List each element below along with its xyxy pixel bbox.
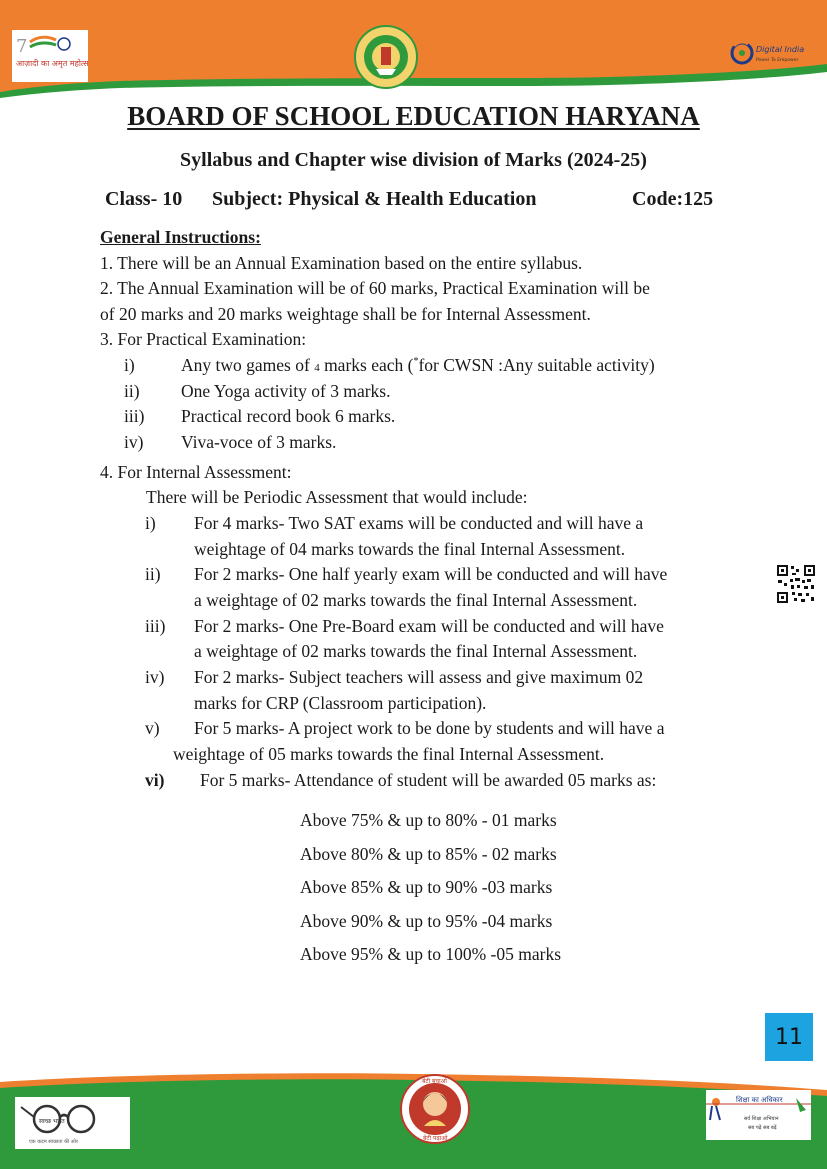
haryana-board-emblem <box>354 25 418 89</box>
practical-item-games <box>181 357 655 375</box>
internal-item-line: weightage of 05 marks towards the final Internal Assessment. <box>173 744 605 764</box>
practical-text: marks each ( <box>319 355 414 375</box>
instruction-3: 3. For Practical Examination: <box>100 329 307 349</box>
sarva-shiksha-abhiyan-logo <box>706 1090 811 1140</box>
internal-item-line: For 2 marks- Subject teachers will assess and give maximum 02 <box>194 667 644 687</box>
attendance-slab: Above 75% & up to 80% - 01 marks <box>300 810 557 830</box>
practical-item-viva: Viva-voce of 3 marks. <box>181 432 337 452</box>
internal-item-line: For 4 marks- Two SAT exams will be conducted and will have a <box>194 513 644 533</box>
digital-india-logo <box>728 36 808 70</box>
attendance-slab: Above 85% & up to 90% -03 marks <box>300 877 553 897</box>
swachh-bharat-text: स्वच्छ भारत <box>39 1118 65 1125</box>
rte-line2-text: सब पढ़ें सब बढ़ें <box>748 1125 777 1131</box>
practical-text: Any two games of <box>181 355 315 375</box>
digital-india-subtext: Power To Empower <box>756 58 799 63</box>
attendance-slab: Above 90% & up to 95% -04 marks <box>300 911 553 931</box>
practical-item-record: Practical record book 6 marks. <box>181 406 396 426</box>
internal-num: v) <box>145 718 160 738</box>
internal-item-line: marks for CRP (Classroom participation). <box>194 693 487 713</box>
internal-num: vi) <box>145 770 165 790</box>
practical-num: iv) <box>124 432 144 452</box>
swachh-bharat-logo <box>15 1097 130 1149</box>
practical-num: i) <box>124 355 135 375</box>
class-label: Class- 10 <box>105 188 183 210</box>
subject-label: Subject: Physical & Health Education <box>212 188 537 210</box>
svg-text:7: 7 <box>16 36 28 57</box>
qr-code[interactable] <box>776 564 816 604</box>
internal-item-line: For 5 marks- Attendance of student will be awarded 05 marks as: <box>200 770 657 790</box>
internal-item-line: For 2 marks- One Pre-Board exam will be conducted and will have <box>194 616 664 636</box>
beti-padhao-text: बेटी पढ़ाओ <box>423 1135 448 1142</box>
internal-num: ii) <box>145 564 161 584</box>
swachh-bharat-subtext: एक कदम स्वच्छता की ओर <box>29 1139 78 1145</box>
internal-item-line: weightage of 04 marks towards the final Internal Assessment. <box>194 539 626 559</box>
practical-num: iii) <box>124 406 145 426</box>
practical-num: ii) <box>124 381 140 401</box>
azadi-logo-text: आज़ादी का अमृत महोत्सव <box>16 59 88 68</box>
instruction-2-line2: of 20 marks and 20 marks weightage shall be for Internal Assessment. <box>100 304 591 324</box>
instruction-2-line1: 2. The Annual Examination will be of 60 marks, Practical Examination will be <box>100 278 650 298</box>
internal-num: i) <box>145 513 156 533</box>
internal-num: iii) <box>145 616 166 636</box>
practical-item-yoga: One Yoga activity of 3 marks. <box>181 381 391 401</box>
rte-line1-text: सर्व शिक्षा अभियान <box>744 1116 779 1122</box>
page-number: 11 <box>765 1013 813 1061</box>
beti-bachao-beti-padhao-logo <box>400 1074 470 1144</box>
internal-num: iv) <box>145 667 165 687</box>
attendance-slab: Above 95% & up to 100% -05 marks <box>300 944 562 964</box>
digital-india-text: Digital India <box>756 45 805 54</box>
board-title: BOARD OF SCHOOL EDUCATION HARYANA <box>127 101 700 131</box>
internal-item-line: For 2 marks- One half yearly exam will be conducted and will have <box>194 564 668 584</box>
azadi-ka-amrit-mahotsav-logo <box>12 30 88 82</box>
practical-asterisk: * <box>413 356 419 368</box>
periodic-intro: There will be Periodic Assessment that would include: <box>146 487 528 507</box>
internal-item-line: a weightage of 02 marks towards the final Internal Assessment. <box>194 641 638 661</box>
rte-title-text: शिक्षा का अधिकार <box>736 1096 783 1104</box>
internal-item-line: For 5 marks- A project work to be done by students and will have a <box>194 718 665 738</box>
internal-item-line: a weightage of 02 marks towards the final Internal Assessment. <box>194 590 638 610</box>
instruction-4: 4. For Internal Assessment: <box>100 462 292 482</box>
beti-bachao-text: बेटी बचाओ <box>422 1078 447 1085</box>
syllabus-title: Syllabus and Chapter wise division of Marks (2024-25) <box>180 149 647 171</box>
practical-small-number: 4 <box>314 362 320 374</box>
code-label: Code:125 <box>632 188 714 210</box>
attendance-slab: Above 80% & up to 85% - 02 marks <box>300 844 557 864</box>
practical-text: for CWSN :Any suitable activity) <box>418 355 655 375</box>
instruction-1: 1. There will be an Annual Examination based on the entire syllabus. <box>100 253 583 273</box>
general-instructions-heading: General Instructions: <box>100 227 261 247</box>
